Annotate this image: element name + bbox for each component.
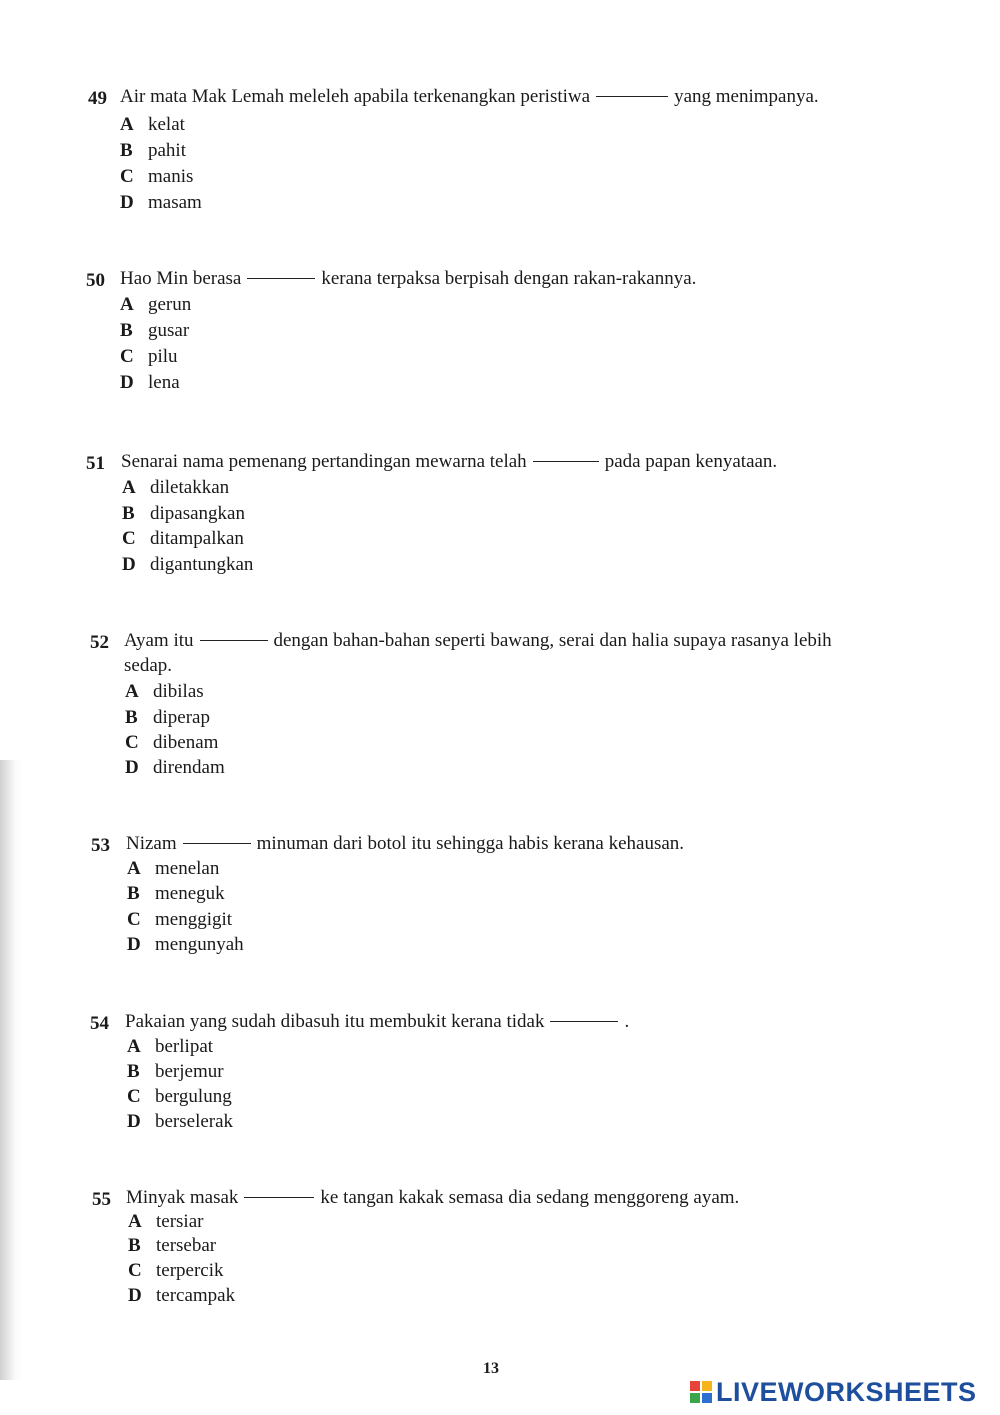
question-text: Ayam itu dengan bahan-bahan seperti bawang, serai dan halia supaya rasanya lebih [124, 630, 832, 651]
question-number: 51 [86, 453, 105, 474]
question-number: 50 [86, 270, 105, 291]
answer-blank[interactable] [244, 1197, 314, 1198]
liveworksheets-logo-icon [690, 1381, 712, 1403]
question-text: Nizam minuman dari botol itu sehingga habis kerana kehausan. [126, 833, 685, 854]
answer-blank[interactable] [183, 843, 251, 844]
question-number: 53 [91, 835, 110, 856]
question-number: 52 [90, 632, 109, 653]
answer-blank[interactable] [533, 461, 599, 462]
question-text: Pakaian yang sudah dibasuh itu membukit kerana tidak . [125, 1011, 630, 1032]
answer-blank[interactable] [247, 278, 315, 279]
liveworksheets-brand[interactable] [690, 1377, 977, 1407]
logo-square-green [690, 1393, 700, 1403]
brand-name: LIVEWORKSHEETS [716, 1376, 977, 1407]
question-number: 54 [90, 1013, 109, 1034]
answer-blank[interactable] [550, 1021, 618, 1022]
answer-blank[interactable] [596, 96, 668, 97]
logo-square-yellow [702, 1381, 712, 1391]
question-text: Minyak masak ke tangan kakak semasa dia sedang menggoreng ayam. [126, 1187, 740, 1208]
logo-square-red [690, 1381, 700, 1391]
question-text: Senarai nama pemenang pertandingan mewarna telah pada papan kenyataan. [121, 451, 778, 472]
logo-square-blue [702, 1393, 712, 1403]
scan-shadow [0, 760, 22, 1380]
worksheet-page: 49 Air mata Mak Lemah meleleh apabila terkenangkan peristiwa yang menimpanya. A kelat B pahit C manis D masam 50 Hao Min berasa kerana terpaksa berpisah dengan rakan-rakannya. A gerun B gusar C pilu D lena 51 Senarai nama pemenang pertandingan mewarna telah pada papan kenyataan. A diletakkan B dipasangkan C ditampalkan D digantungkan 52 Ayam itu dengan bahan-bahan seperti bawang, serai dan halia supaya rasanya lebih sedap. A dibilas B diperap C dibenam D direndam 53 Nizam minuman dari botol itu sehingga habis kerana kehausan. A menelan B meneguk C menggigit D mengunyah 54 Pakaian yang sudah dibasuh itu membukit kerana tidak . A berlipat B berjemur C bergulung D berselerak 55 Minyak masak ke tangan kakak semasa dia sedang menggoreng ayam. A tersiar B tersebar C terpercik D tercampak 13 LIVEWORKSHEETS [0, 0, 1000, 1415]
page-number: 13 [483, 1360, 499, 1377]
answer-blank[interactable] [200, 640, 268, 641]
question-number: 49 [88, 88, 107, 109]
question-number: 55 [92, 1189, 111, 1210]
question-text-continuation: sedap. [124, 655, 173, 676]
question-text: Hao Min berasa kerana terpaksa berpisah dengan rakan-rakannya. [120, 268, 697, 289]
question-text: Air mata Mak Lemah meleleh apabila terkenangkan peristiwa yang menimpanya. [120, 86, 819, 107]
